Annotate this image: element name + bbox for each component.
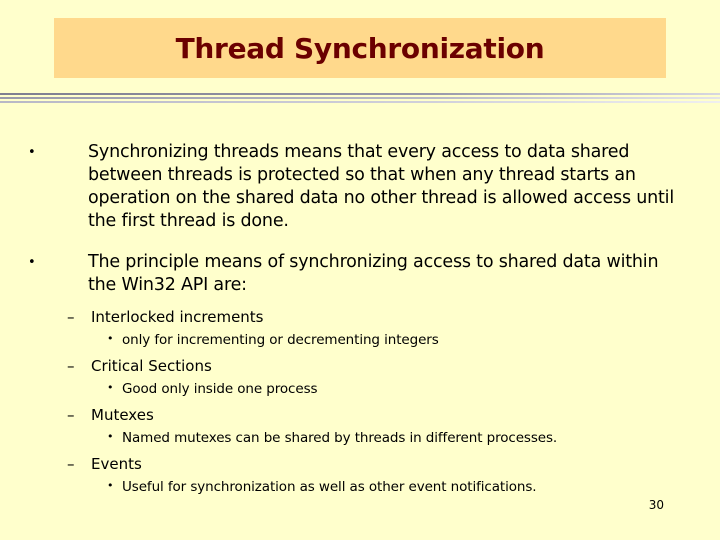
sub-item xyxy=(0,454,660,474)
sub-item xyxy=(0,405,660,425)
divider-rule-dark xyxy=(0,93,720,95)
sub-item-label: Mutexes xyxy=(91,406,154,424)
sub-item-label: Interlocked increments xyxy=(91,308,264,326)
detail-marker: • xyxy=(107,332,114,345)
sub-detail-text: Good only inside one process xyxy=(122,381,318,397)
bullet-marker: • xyxy=(28,255,36,270)
sub-detail xyxy=(0,427,660,448)
sub-list xyxy=(0,307,660,497)
detail-marker: • xyxy=(107,381,114,394)
title-banner xyxy=(54,18,666,78)
divider-rule-mid xyxy=(0,97,720,99)
divider-rule-light xyxy=(0,101,720,103)
sub-item-label: Critical Sections xyxy=(91,357,212,375)
bullet-marker: • xyxy=(28,145,36,160)
detail-marker: • xyxy=(107,430,114,443)
sub-dash: – xyxy=(67,357,75,375)
sub-item-label: Events xyxy=(91,455,142,473)
slide-title: Thread Synchronization xyxy=(175,31,545,65)
bullet-item xyxy=(28,251,688,297)
sub-detail-text: Useful for synchronization as well as other event notifications. xyxy=(122,479,537,495)
sub-detail-text: only for incrementing or decrementing integers xyxy=(122,332,439,348)
sub-item xyxy=(0,356,660,376)
sub-detail xyxy=(0,476,660,497)
sub-detail xyxy=(0,329,660,350)
bullet-text: Synchronizing threads means that every access to data shared between threads is protected so that when any thread starts an operation on the shared data no other thread is allowed access until the first thread is done. xyxy=(88,142,675,231)
sub-item xyxy=(0,307,660,327)
sub-dash: – xyxy=(67,406,75,424)
sub-dash: – xyxy=(67,308,75,326)
bullet-item xyxy=(28,141,688,233)
slide-body xyxy=(28,141,688,497)
bullet-text: The principle means of synchronizing access to shared data within the Win32 API are: xyxy=(88,252,659,295)
sub-detail xyxy=(0,378,660,399)
sub-detail-text: Named mutexes can be shared by threads in different processes. xyxy=(122,430,558,446)
sub-dash: – xyxy=(67,455,75,473)
page-number: 30 xyxy=(648,498,664,512)
detail-marker: • xyxy=(107,479,114,492)
